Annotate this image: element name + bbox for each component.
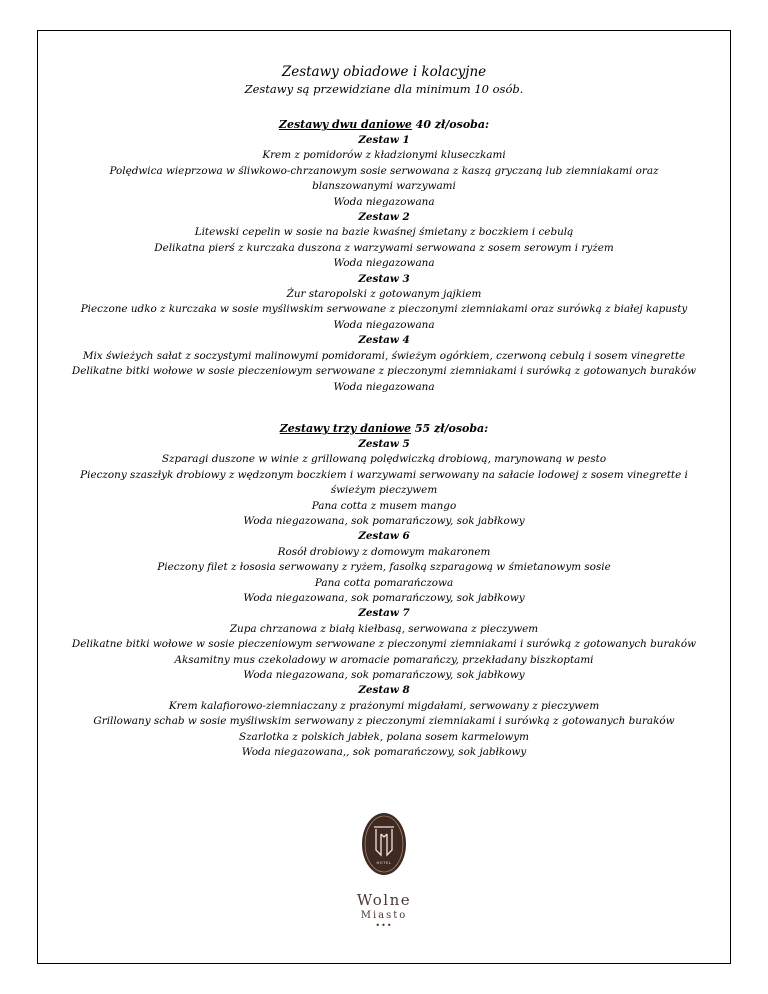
hotel-name-line1: Wolne	[356, 891, 412, 909]
set-name: Zestaw 3	[358, 272, 410, 285]
set-name: Zestaw 4	[358, 334, 410, 347]
menu-content	[0, 63, 768, 760]
menu-item-line: świeżym pieczywem	[330, 484, 438, 497]
menu-item-line: Litewski cepelin w sosie na bazie kwaśnej śmietany z boczkiem i cebulą	[194, 226, 574, 239]
menu-item-line: Delikatne bitki wołowe w sosie pieczeniowym serwowane z pieczonymi ziemniakami i surówką z gotowanych buraków	[71, 638, 697, 651]
section-price: 55 zł/osoba:	[411, 421, 489, 435]
page-subtitle: Zestawy są przewidziane dla minimum 10 osób.	[244, 82, 524, 96]
menu-item-line: Woda niegazowana, sok pomarańczowy, sok jabłkowy	[243, 591, 525, 604]
hotel-logo	[0, 812, 768, 930]
menu-item-line: Delikatna pierś z kurczaka duszona z warzywami serwowana z sosem serowym i ryżem	[154, 241, 614, 254]
menu-item-line: Delikatne bitki wołowe w sosie pieczeniowym serwowane z pieczonymi ziemniakami i surówką z gotowanych buraków	[71, 365, 697, 378]
menu-item-line: Pieczony filet z łososia serwowany z ryżem, fasolką szparagową w śmietanowym sosie	[157, 561, 611, 574]
menu-item-line: Pana cotta pomarańczowa	[314, 576, 454, 589]
menu-item-line: Szarlotka z polskich jabłek, polana sosem karmelowym	[238, 730, 530, 743]
menu-item-line: Woda niegazowana, sok pomarańczowy, sok jabłkowy	[243, 669, 525, 681]
menu-item-line: Żur staropolski z gotowanym jajkiem	[286, 288, 482, 301]
logo-dots: •••	[375, 921, 393, 930]
set-name: Zestaw 1	[358, 134, 410, 146]
menu-item-line: Woda niegazowana	[333, 380, 435, 393]
section-heading-label: Zestawy trzy daniowe	[279, 421, 412, 435]
menu-sections	[0, 117, 768, 760]
menu-item-line: Aksamitny mus czekoladowy w aromacie pomarańczy, przekładany biszkoptami	[174, 653, 594, 666]
set-name: Zestaw 2	[358, 211, 410, 224]
menu-item-line: Pieczone udko z kurczaka w sosie myśliwskim serwowane z pieczonymi ziemniakami oraz surówką z białej kapusty	[80, 303, 688, 316]
menu-item-line: Krem z pomidorów z kładzionymi kluseczkami	[262, 149, 506, 162]
set-name: Zestaw 7	[358, 607, 410, 620]
menu-item-line: Rosół drobiowy z domowym makaronem	[277, 545, 491, 558]
page-title: Zestawy obiadowe i kolacyjne	[281, 64, 487, 80]
section-heading	[0, 421, 768, 437]
menu-item-line: Woda niegazowana, sok pomarańczowy, sok jabłkowy	[243, 514, 525, 527]
menu-item-line: Mix świeżych sałat z soczystymi malinowymi pomidorami, świeżym ogórkiem, czerwoną cebulą i sosem vinegrette	[82, 349, 686, 362]
menu-item-line: Woda niegazowana,, sok pomarańczowy, sok jabłkowy	[241, 746, 527, 759]
menu-item-line: Zupa chrzanowa z białą kiełbasą, serwowana z pieczywem	[229, 622, 539, 635]
menu-item-line: Pana cotta z musem mango	[311, 499, 457, 512]
menu-item-line: Woda niegazowana	[333, 195, 435, 208]
menu-item-line: Grillowany schab w sosie myśliwskim serwowany z pieczonymi ziemniakami i surówką z gotowanych buraków	[93, 715, 675, 728]
menu-item-line: Woda niegazowana	[333, 257, 435, 270]
hotel-name-line2: Miasto	[360, 910, 408, 921]
section-heading	[0, 117, 768, 133]
menu-item-line: Polędwica wieprzowa w śliwkowo-chrzanowym sosie serwowana z kaszą gryczaną lub ziemniakami oraz	[109, 164, 659, 177]
set-name: Zestaw 6	[358, 530, 410, 543]
menu-item-line: Szparagi duszone w winie z grillowaną polędwiczką drobiową, marynowaną w pesto	[161, 453, 607, 466]
svg-text:HOTEL: HOTEL	[376, 861, 392, 865]
menu-item-line: blanszowanymi warzywami	[312, 180, 456, 193]
menu-item-line: Krem kalafiorowo-ziemniaczany z prażonymi migdałami, serwowany z pieczywem	[168, 699, 600, 712]
section-heading-label: Zestawy dwu daniowe	[278, 118, 412, 131]
section-price: 40 zł/osoba:	[411, 118, 490, 131]
menu-item-line: Pieczony szaszłyk drobiowy z wędzonym boczkiem i warzywami serwowany na sałacie lodowej z sosem vinegrette i	[80, 468, 688, 481]
menu-item-line: Woda niegazowana	[333, 318, 435, 331]
set-name: Zestaw 5	[358, 437, 410, 450]
set-name: Zestaw 8	[358, 684, 410, 697]
hotel-emblem-icon	[361, 812, 407, 876]
